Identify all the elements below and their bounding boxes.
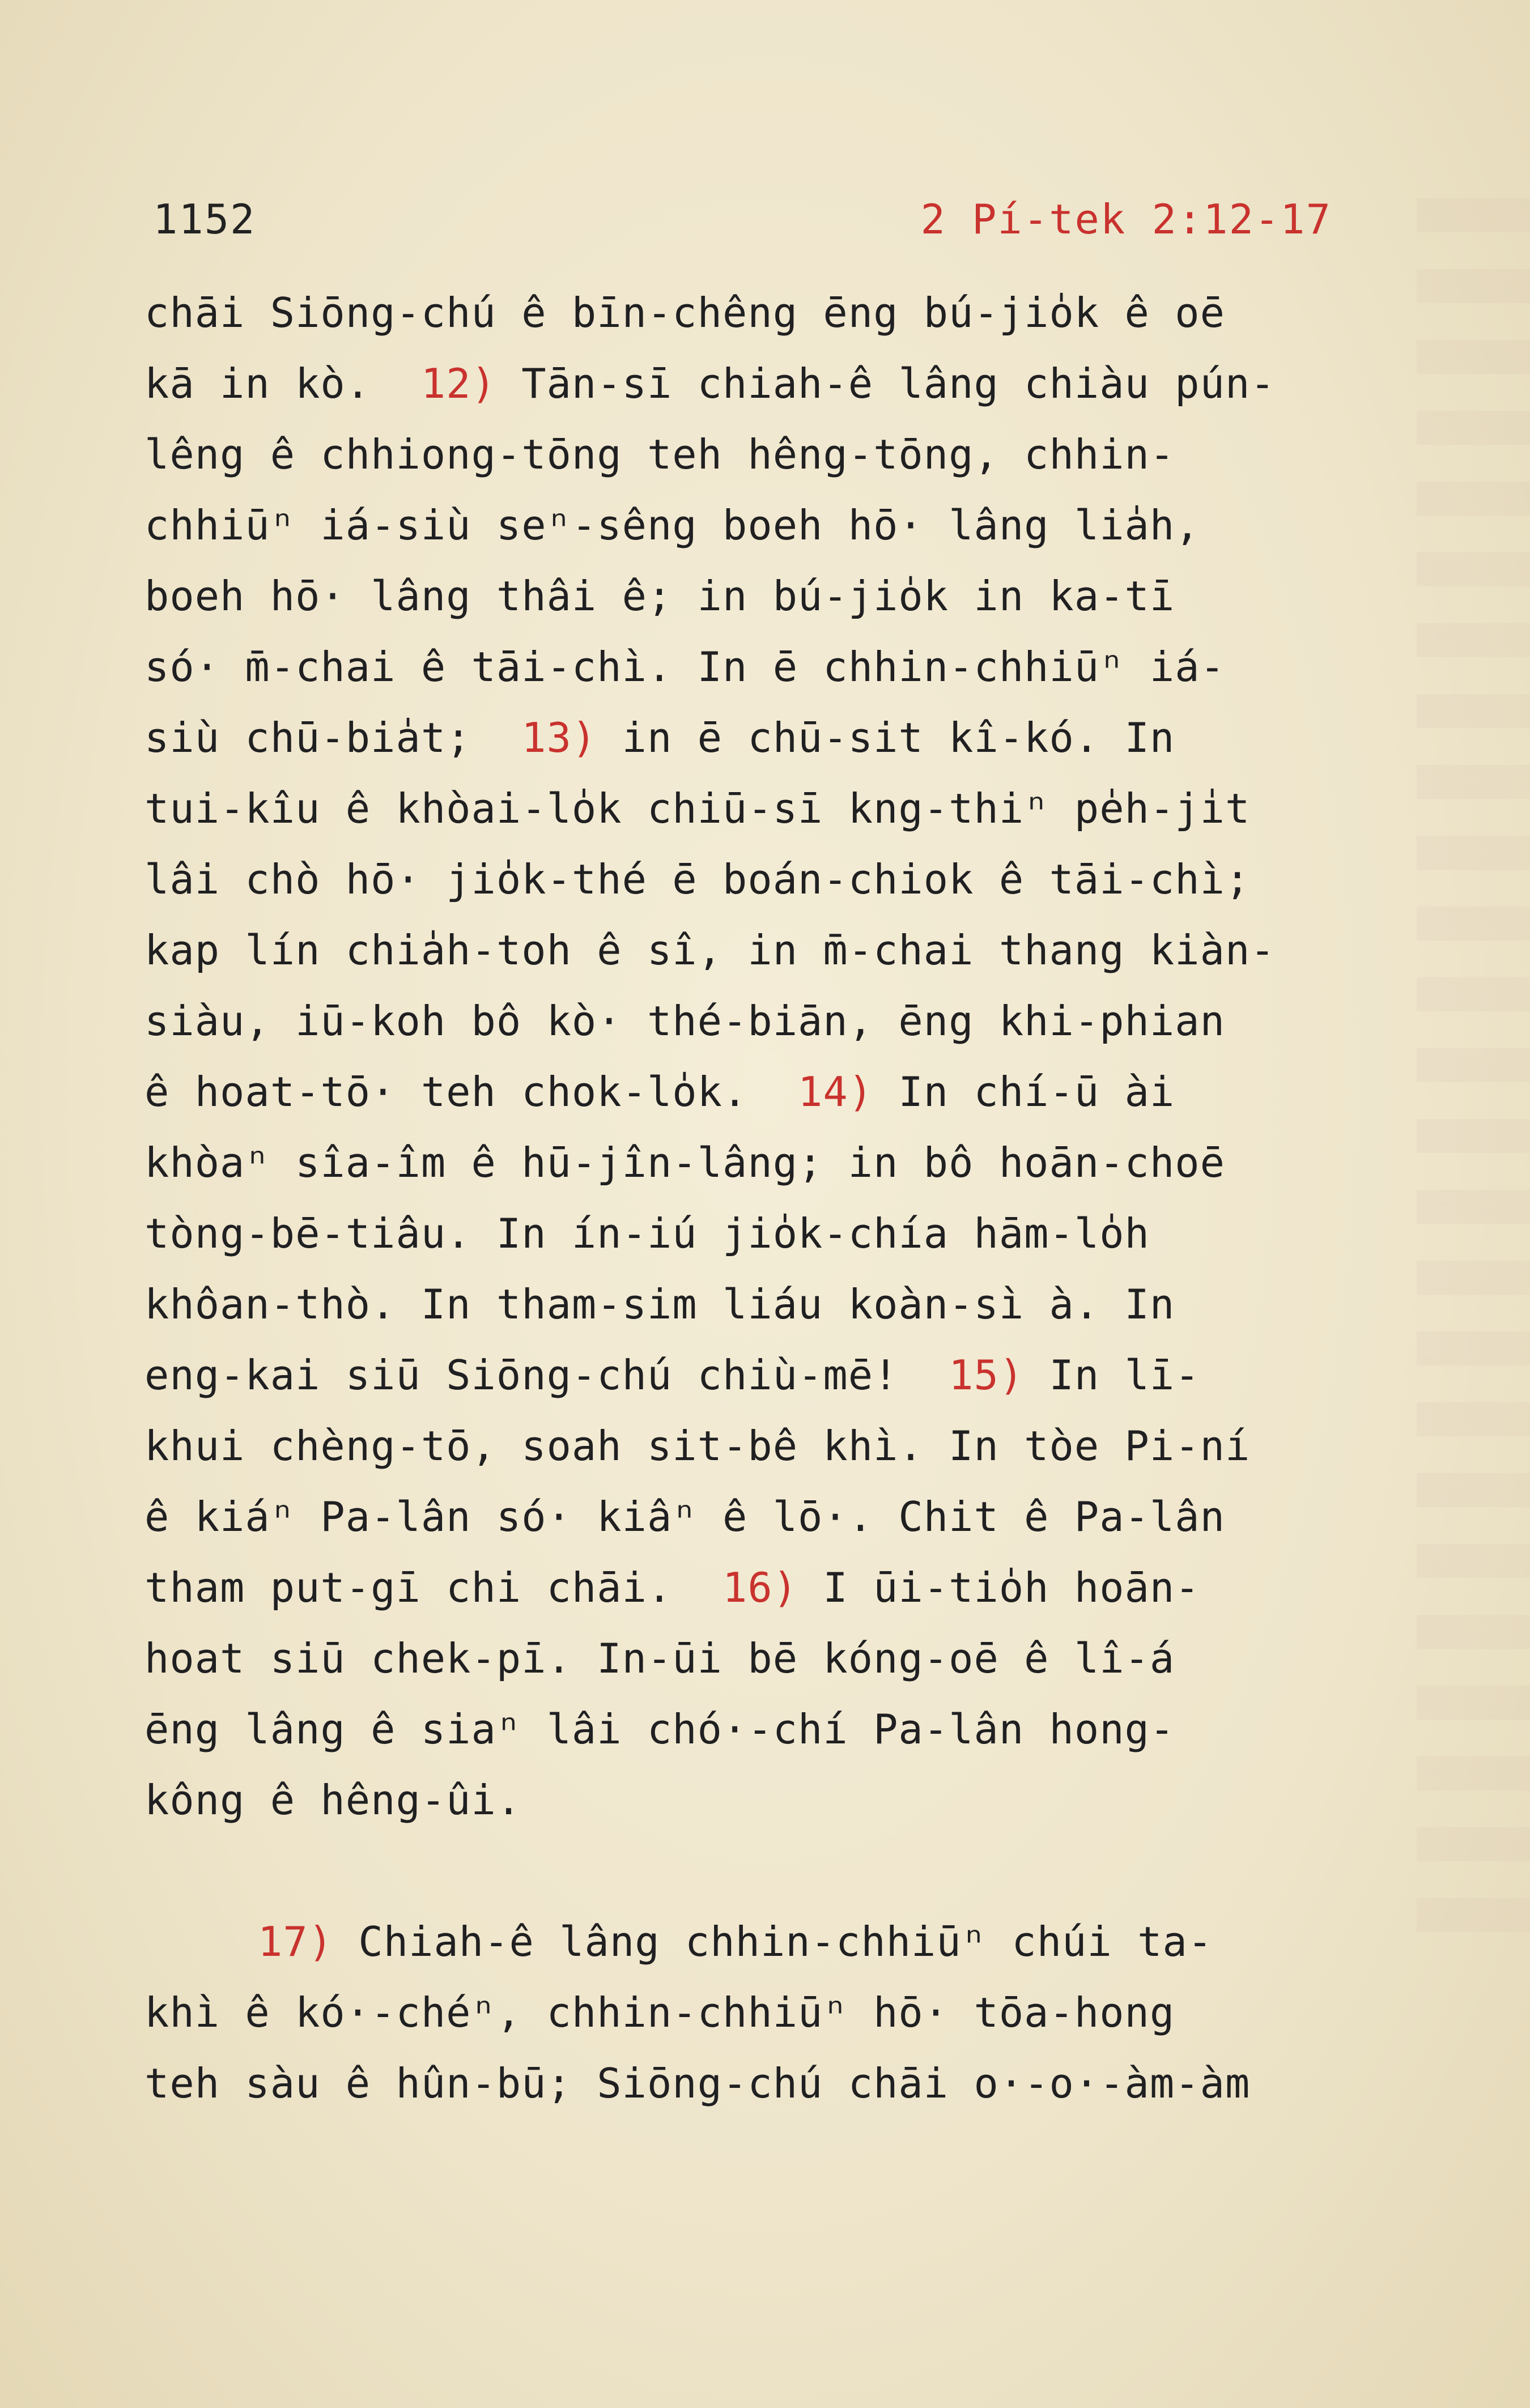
- text-segment: eng-kai siū Siōng-chú chiù-mē!: [144, 1351, 949, 1399]
- text-line: [144, 1694, 1420, 1765]
- text-line: [144, 844, 1420, 915]
- verse-number: 15): [949, 1351, 1025, 1399]
- text-segment: tòng-bē-tiâu. In ín-iú jio̍k-chía hām-lo̍h: [144, 1210, 1150, 1257]
- text-segment: tham put-gī chi chāi.: [144, 1564, 722, 1611]
- text-segment: lâi chò hō· jio̍k-thé ē boán-chiok ê tāi-chì;: [144, 856, 1251, 903]
- paragraph-1: [144, 278, 1420, 1836]
- text-segment: lêng ê chhiong-tōng teh hêng-tōng, chhin-: [144, 431, 1175, 478]
- page-header: [153, 195, 1332, 258]
- text-line: [144, 490, 1420, 561]
- verse-number: 14): [798, 1068, 874, 1116]
- text-segment: kông ê hêng-ûi.: [144, 1776, 522, 1824]
- text-line: [144, 419, 1420, 490]
- text-segment: ēng lâng ê siaⁿ lâi chó·-chí Pa-lân hong-: [144, 1705, 1175, 1753]
- text-line: [144, 1977, 1420, 2048]
- text-segment: In lī-: [1024, 1351, 1200, 1399]
- text-segment: ê hoat-tō· teh chok-lo̍k.: [144, 1068, 798, 1116]
- verse-number: 16): [722, 1564, 798, 1611]
- paragraph-2: [144, 1907, 1420, 2119]
- page-number: 1152: [153, 195, 256, 243]
- text-line: [144, 703, 1420, 773]
- text-segment: siàu, iū-koh bô kò· thé-biān, ēng khi-phian: [144, 997, 1225, 1045]
- text-line: [144, 1340, 1420, 1411]
- text-segment: teh sàu ê hûn-bū; Siōng-chú chāi o·-o·-àm-àm: [144, 2060, 1251, 2107]
- text-line: [144, 773, 1420, 844]
- text-segment: siù chū-bia̍t;: [144, 714, 522, 761]
- paragraph-break: [144, 1836, 1420, 1907]
- text-segment: hoat siū chek-pī. In-ūi bē kóng-oē ê lî-á: [144, 1635, 1175, 1682]
- text-line: [144, 1765, 1420, 1836]
- text-segment: só· m̄-chai ê tāi-chì. In ē chhin-chhiūⁿ iá-: [144, 643, 1225, 691]
- text-segment: Chiah-ê lâng chhin-chhiūⁿ chúi ta-: [333, 1918, 1213, 1965]
- text-line: [144, 1907, 1420, 1977]
- text-line: [144, 1411, 1420, 1482]
- text-segment: chhiūⁿ iá-siù seⁿ-sêng boeh hō· lâng lia̍h,: [144, 501, 1200, 549]
- text-segment: khôan-thò. In tham-sim liáu koàn-sì à. In: [144, 1280, 1175, 1328]
- text-segment: boeh hō· lâng thâi ê; in bú-jio̍k in ka-tī: [144, 572, 1175, 620]
- verse-number: 17): [258, 1918, 334, 1965]
- text-line: [144, 1482, 1420, 1552]
- body-text: [144, 278, 1420, 2119]
- text-segment: khòaⁿ sîa-îm ê hū-jîn-lâng; in bô hoān-choē: [144, 1139, 1225, 1186]
- text-line: [144, 1057, 1420, 1128]
- text-line: [144, 1623, 1420, 1694]
- text-segment: khì ê kó·-chéⁿ, chhin-chhiūⁿ hō· tōa-hong: [144, 1989, 1175, 2036]
- text-line: [144, 986, 1420, 1057]
- running-head: 2 Pí-tek 2:12-17: [920, 195, 1332, 243]
- text-line: [144, 348, 1420, 419]
- text-line: [144, 561, 1420, 632]
- text-segment: ê kiáⁿ Pa-lân só· kiâⁿ ê lō·. Chit ê Pa-lân: [144, 1493, 1225, 1541]
- text-segment: Tān-sī chiah-ê lâng chiàu pún-: [496, 360, 1276, 407]
- text-segment: I ūi-tio̍h hoān-: [798, 1564, 1200, 1611]
- verse-number: 13): [521, 714, 597, 761]
- text-segment: chāi Siōng-chú ê bīn-chêng ēng bú-jio̍k ê oē: [144, 289, 1225, 337]
- text-line: [144, 278, 1420, 348]
- text-line: [144, 1552, 1420, 1623]
- text-segment: tui-kîu ê khòai-lo̍k chiū-sī kng-thiⁿ pe̍h-ji̍t: [144, 785, 1251, 832]
- text-line: [144, 1128, 1420, 1198]
- text-segment: in ē chū-sit kî-kó. In: [597, 714, 1175, 761]
- text-segment: kap lín chia̍h-toh ê sî, in m̄-chai thang kiàn-: [144, 926, 1276, 974]
- text-line: [144, 2048, 1420, 2119]
- text-line: [144, 915, 1420, 986]
- text-segment: kā in kò.: [144, 360, 421, 407]
- text-line: [144, 632, 1420, 703]
- bleed-through: [1417, 198, 1530, 1955]
- text-line: [144, 1269, 1420, 1340]
- text-line: [144, 1198, 1420, 1269]
- text-segment: khui chèng-tō, soah sit-bê khì. In tòe Pi-ní: [144, 1422, 1251, 1470]
- text-segment: In chí-ū ài: [873, 1068, 1175, 1116]
- verse-number: 12): [420, 360, 496, 407]
